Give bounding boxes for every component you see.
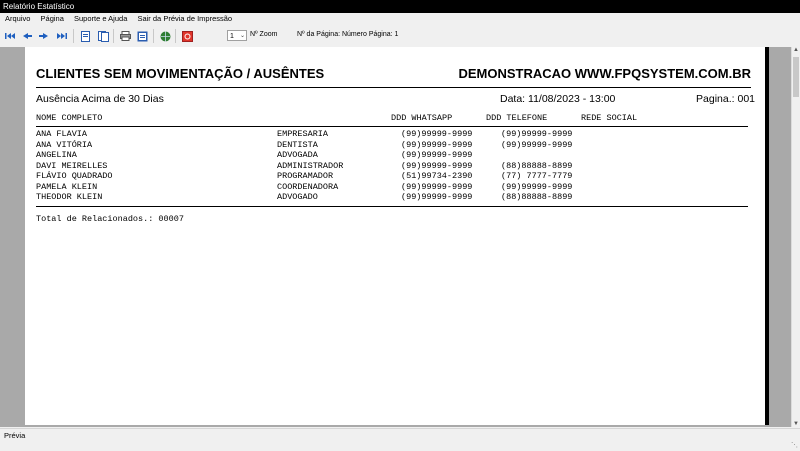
scroll-down-icon[interactable]: ▼ [793, 421, 799, 427]
cell-whatsapp: (99)99999-9999 [401, 150, 473, 160]
cell-name: THEODOR KLEIN [36, 192, 103, 202]
window-titlebar [0, 0, 800, 13]
table-row [25, 129, 765, 139]
cell-phone: (99)99999-9999 [501, 139, 573, 150]
print-icon[interactable] [119, 30, 131, 42]
cell-phone: (99)99999-9999 [501, 129, 573, 139]
menu-arquivo[interactable]: Arquivo [5, 14, 31, 23]
cell-name: ANGELINA [36, 150, 77, 160]
scroll-up-icon[interactable]: ▲ [793, 47, 799, 53]
total-count: Total de Relacionados.: 00007 [36, 214, 184, 224]
close-preview-icon[interactable] [181, 30, 193, 42]
col-header-whatsapp: DDD WHATSAPP [391, 113, 453, 123]
cell-name: ANA VITÓRIA [36, 139, 93, 150]
zoom-label: Nº Zoom [250, 31, 278, 38]
cell-whatsapp: (99)99999-9999 [401, 129, 473, 139]
cell-role: DENTISTA [277, 139, 318, 150]
menu-sair-previa[interactable]: Sair da Prévia de Impressão [137, 14, 233, 23]
footer-divider [36, 206, 748, 207]
cell-phone: (99)99999-9999 [501, 181, 573, 192]
report-page [25, 47, 769, 425]
col-header-name: NOME COMPLETO [36, 113, 103, 123]
table-row [25, 182, 765, 192]
table-row [25, 161, 765, 171]
prev-page-icon[interactable] [21, 30, 33, 42]
chevron-down-icon: ⌄ [239, 33, 245, 39]
two-page-icon[interactable] [97, 30, 109, 42]
scrollbar-thumb[interactable] [793, 57, 799, 97]
window-title: Relatório Estatístico [3, 2, 75, 11]
cell-phone: (77) 7777-7779 [501, 171, 573, 181]
last-page-icon[interactable] [56, 30, 68, 42]
cell-whatsapp: (99)99999-9999 [401, 160, 473, 171]
cell-name: FLÁVIO QUADRADO [36, 171, 113, 181]
report-date: Data: 11/08/2023 - 13:00 [500, 93, 616, 105]
cell-name: DAVI MEIRELLES [36, 160, 108, 171]
table-row [25, 192, 765, 202]
cell-role: COORDENADORA [277, 181, 339, 192]
status-text: Prévia [4, 431, 26, 440]
cell-role: PROGRAMADOR [277, 171, 334, 181]
report-page-number: Pagina.: 001 [696, 93, 755, 105]
col-header-social: REDE SOCIAL [581, 113, 638, 123]
header-divider [36, 87, 751, 88]
cell-phone: (88)88888-8899 [501, 160, 573, 171]
toolbar [0, 25, 800, 48]
resize-grip-icon[interactable]: ⋱ [791, 442, 798, 449]
cell-whatsapp: (99)99999-9999 [401, 192, 473, 202]
cell-role: ADVOGADO [277, 192, 318, 202]
globe-icon[interactable] [159, 30, 171, 42]
status-bar [0, 428, 800, 451]
menu-suporte-ajuda[interactable]: Suporte e Ajuda [73, 14, 128, 23]
export-icon[interactable] [136, 30, 148, 42]
columns-divider [36, 126, 748, 127]
table-row [25, 150, 765, 160]
cell-role: ADVOGADA [277, 150, 318, 160]
preview-viewport[interactable] [0, 47, 791, 427]
page-number-label: Nº da Página: Número Página: 1 [297, 31, 399, 38]
menu-pagina[interactable]: Página [40, 14, 64, 23]
cell-name: ANA FLAVIA [36, 129, 88, 139]
cell-whatsapp: (99)99999-9999 [401, 139, 473, 150]
zoom-value: 1 [230, 33, 234, 40]
vertical-scrollbar[interactable] [791, 47, 800, 427]
col-header-phone: DDD TELEFONE [486, 113, 548, 123]
menu-bar [0, 13, 800, 25]
report-site: DEMONSTRACAO WWW.FPQSYSTEM.COM.BR [458, 66, 751, 81]
page-view-icon[interactable] [79, 30, 91, 42]
cell-name: PAMELA KLEIN [36, 181, 98, 192]
first-page-icon[interactable] [4, 30, 16, 42]
next-page-icon[interactable] [38, 30, 50, 42]
absence-filter: Ausência Acima de 30 Dias [36, 93, 164, 105]
cell-role: ADMINISTRADOR [277, 160, 344, 171]
table-row [25, 171, 765, 181]
cell-whatsapp: (99)99999-9999 [401, 181, 473, 192]
cell-whatsapp: (51)99734-2390 [401, 171, 473, 181]
table-row [25, 140, 765, 150]
cell-role: EMPRESARIA [277, 129, 329, 139]
cell-phone: (88)88888-8899 [501, 192, 573, 202]
zoom-select[interactable] [227, 30, 247, 41]
report-title: CLIENTES SEM MOVIMENTAÇÃO / AUSÊNTES [36, 66, 325, 81]
